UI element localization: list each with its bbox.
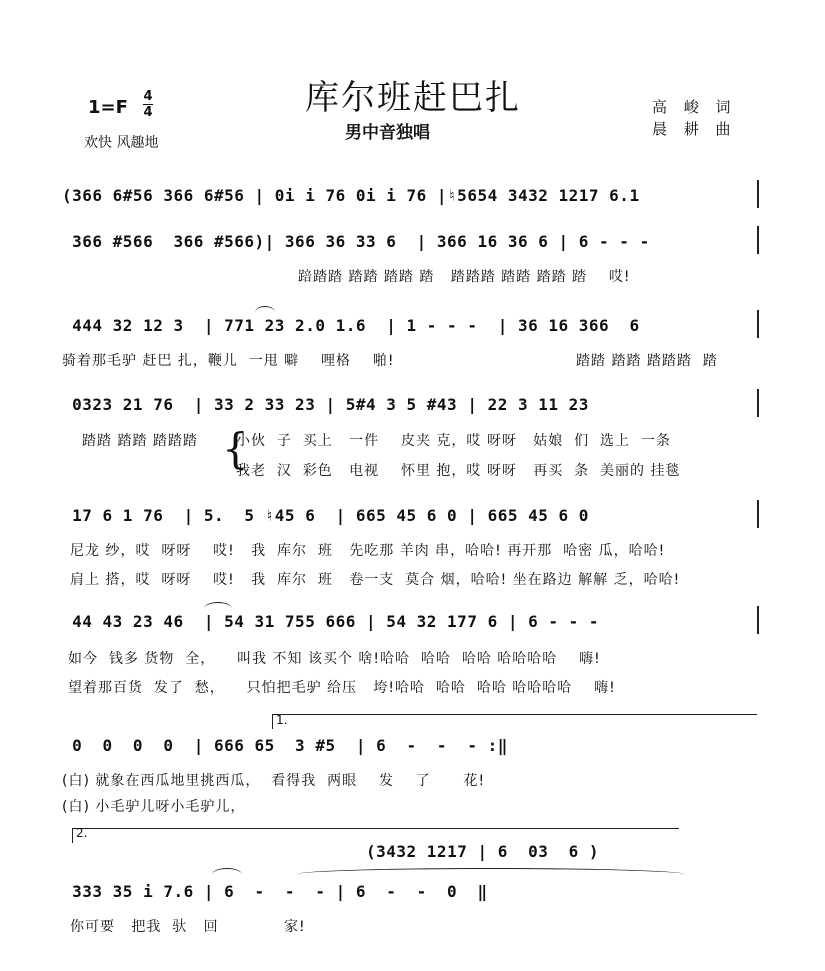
song-subtitle: 男中音独唱 [345, 123, 430, 143]
lyric-line-5b: 肩上 搭，哎 呀呀 哎! 我 库尔 班 卷一支 莫合 烟，哈哈! 坐在路边 解解 乏，哈哈! [70, 572, 681, 588]
lyric-line-7a: (白) 就象在西瓜地里挑西瓜， 看得我 两眼 发 了 花! [62, 773, 486, 789]
lyric-line-4a: 踏踏 踏踏 踏踏踏 [82, 433, 198, 449]
notation-line-2: 366 #566 366 #566)| 366 36 33 6 | 366 16 36 6 | 6 - - - [62, 232, 650, 251]
slur [204, 602, 232, 615]
lyric-line-6a: 如今 钱多 货物 全， 叫我 不知 该买个 啥!哈哈 哈哈 哈哈 哈哈哈哈 嗨! [68, 651, 601, 667]
interlude-line: (3432 1217 | 6 03 6 ) [366, 842, 600, 861]
tempo-marking: 欢快 风趣地 [84, 135, 159, 151]
notation-line-1: (366 6#56 366 6#56 | 0i i 76 0i i 76 |♮5654 3432 1217 6.1 [62, 186, 640, 205]
time-signature [143, 89, 153, 120]
lyric-line-4b: 小伙 子 买上 一件 皮夹 克，哎 呀呀 姑娘 们 选上 一条 [236, 433, 671, 449]
lyric-line-4c: 我老 汉 彩色 电视 怀里 抱，哎 呀呀 再买 条 美丽的 挂毯 [236, 463, 681, 479]
tie-arc [296, 868, 686, 881]
barline [757, 310, 759, 338]
barline [757, 180, 759, 208]
notation-line-3: 444 32 12 3 | 771 23 2.0 1.6 | 1 - - - | 36 16 366 6 [62, 316, 640, 335]
barline [757, 606, 759, 634]
barline [757, 226, 759, 254]
lyric-line-6b: 望着那百货 发了 愁， 只怕把毛驴 给压 垮!哈哈 哈哈 哈哈 哈哈哈哈 嗨! [68, 680, 616, 696]
notation-line-6: 44 43 23 46 | 54 31 755 666 | 54 32 177 6 | 6 - - - [62, 612, 600, 631]
lyric-line-8: 你可要 把我 驮 回 家! [70, 919, 306, 935]
slur [212, 868, 242, 881]
lyric-line-7b: (白) 小毛驴儿呀小毛驴儿， [62, 799, 246, 815]
song-title: 库尔班赶巴扎 [305, 78, 521, 118]
barline [757, 389, 759, 417]
time-sig-top: 4 [143, 89, 153, 104]
verse-brace: { [222, 424, 249, 473]
lyric-line-2: 踣踏踏 踏踏 踏踏 踏 踏踏踏 踏踏 踏踏 踏 哎! [298, 269, 631, 285]
lyricist-credit: 高 峻 词 [652, 98, 737, 116]
volta-label-1: 1. [276, 713, 288, 727]
volta-label-2: 2. [76, 826, 88, 840]
volta-bracket-1 [272, 714, 757, 729]
lyric-line-3b: 踏踏 踏踏 踏踏踏 踏 [576, 353, 718, 369]
notation-line-7: 0 0 0 0 | 666 65 3 #5 | 6 - - - :‖ [62, 736, 508, 755]
slur [255, 306, 275, 319]
volta-bracket-2 [72, 828, 679, 843]
notation-line-4: 0323 21 76 | 33 2 33 23 | 5#4 3 5 #43 | 22 3 11 23 [62, 395, 589, 414]
notation-line-8: 333 35 i 7.6 | 6 - - - | 6 - - 0 ‖ [62, 882, 488, 901]
time-sig-bottom: 4 [143, 105, 153, 120]
lyric-line-5a: 尼龙 纱，哎 呀呀 哎! 我 库尔 班 先吃那 羊肉 串，哈哈! 再开那 哈密 瓜，哈哈! [70, 543, 666, 559]
notation-line-5: 17 6 1 76 | 5. 5 ♮45 6 | 665 45 6 0 | 665 45 6 0 [62, 506, 589, 525]
key-signature: 1=F [88, 97, 128, 118]
lyric-line-3a: 骑着那毛驴 赶巴 扎，鞭儿 一甩 噼 哩格 啪! [62, 353, 395, 369]
composer-credit: 晨 耕 曲 [652, 120, 737, 138]
barline [757, 500, 759, 528]
